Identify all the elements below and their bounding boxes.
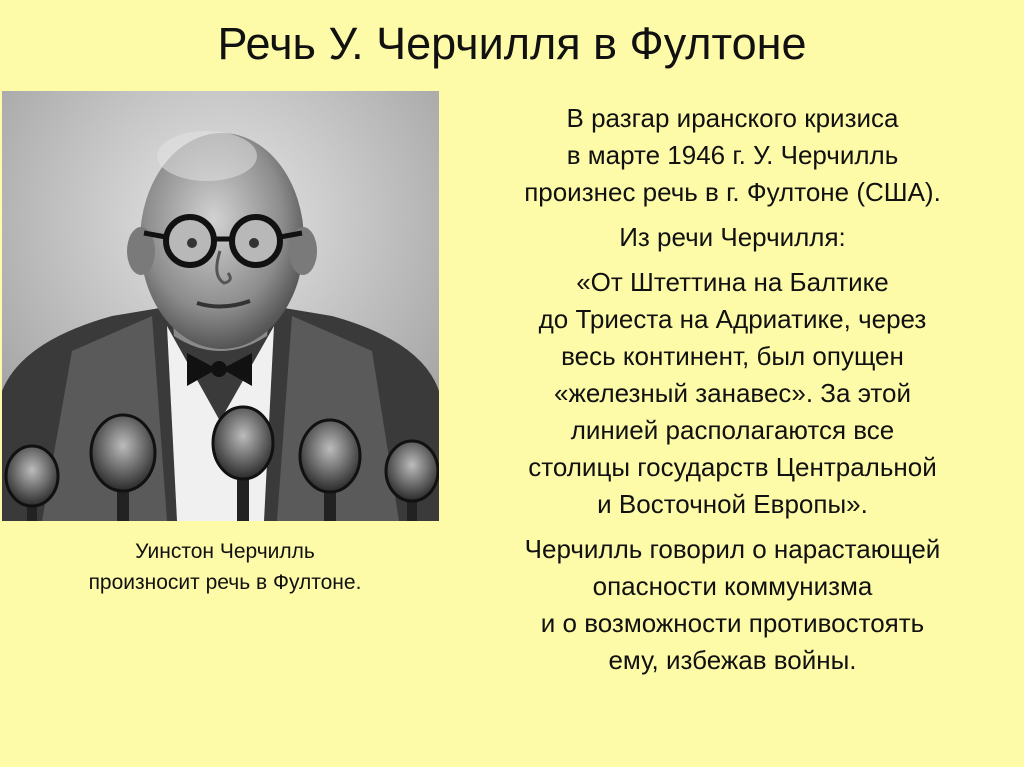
photo-caption xyxy=(0,536,450,598)
text-line: Черчилль говорил о нарастающей xyxy=(524,534,941,564)
speech-quote xyxy=(441,264,1024,523)
text-line: «От Штеттина на Балтике xyxy=(576,267,889,297)
text-line: и Восточной Европы». xyxy=(597,489,868,519)
caption-line: произносит речь в Фултоне. xyxy=(88,571,362,594)
text-line: столицы государств Центральной xyxy=(528,452,937,482)
slide-title: Речь У. Черчилля в Фултоне xyxy=(217,18,807,69)
conclusion-paragraph xyxy=(441,531,1024,679)
text-line: произнес речь в г. Фултоне (США). xyxy=(524,177,941,207)
text-line: до Триеста на Адриатике, через xyxy=(538,304,927,334)
slide-body xyxy=(441,100,1024,687)
text-line: линией располагаются все xyxy=(570,415,895,445)
quote-heading xyxy=(441,219,1024,256)
text-line: весь континент, был опущен xyxy=(561,341,904,371)
churchill-photo xyxy=(2,91,439,521)
text-line: ему, избежав войны. xyxy=(608,645,857,675)
caption-line: Уинстон Черчилль xyxy=(135,540,315,563)
text-line: В разгар иранского кризиса xyxy=(566,103,899,133)
text-line: «железный занавес». За этой xyxy=(554,378,911,408)
text-line: и о возможности противостоять xyxy=(540,608,925,638)
text-line: в марте 1946 г. У. Черчилль xyxy=(566,140,899,170)
intro-paragraph xyxy=(441,100,1024,211)
text-line: опасности коммунизма xyxy=(592,571,873,601)
text-line: Из речи Черчилля: xyxy=(619,222,846,252)
